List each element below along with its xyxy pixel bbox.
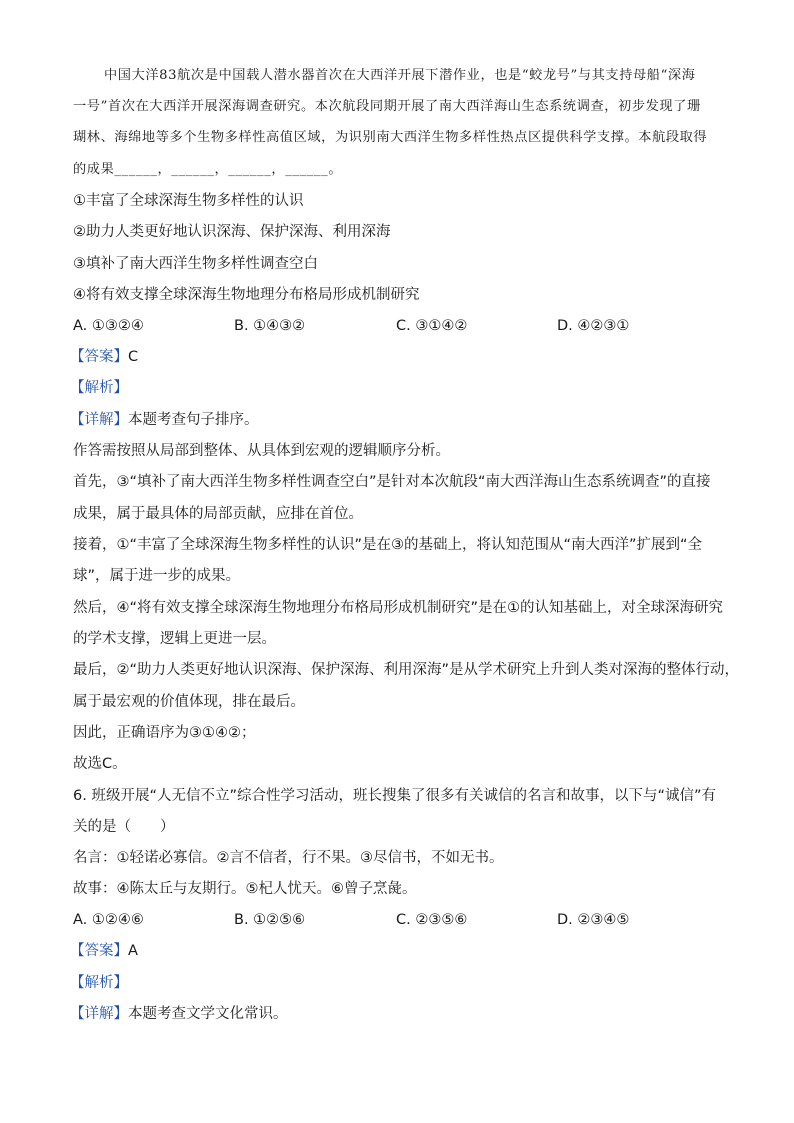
passage-line: 瑚林、海绵地等多个生物多样性高值区域，为识别南大西洋生物多样性热点区提供科学支撑。本航段取得 — [73, 130, 708, 145]
q5-item-3: ③填补了南大西洋生物多样性调查空白 — [73, 256, 318, 272]
q5-explanation-line: 最后，②“助力人类更好地认识深海、保护深海、利用深海”是从学术研究上升到人类对深海的整体行动， — [73, 662, 740, 678]
q5-option-a: A. ①③②④ — [73, 318, 144, 334]
q6-stem-line: 关的是（ ） — [73, 819, 175, 835]
q5-item-4: ④将有效支撑全球深海生物地理分布格局形成机制研究 — [73, 287, 420, 303]
passage-line: 一号”首次在大西洋开展深海调查研究。本次航段同期开展了南大西洋海山生态系统调查，初步发现了珊 — [73, 99, 701, 114]
q6-analysis-tag: 【解析】 — [70, 975, 128, 991]
q5-item-2: ②助力人类更好地认识深海、保护深海、利用深海 — [73, 224, 391, 240]
q5-option-d: D. ④②③① — [557, 318, 630, 334]
detail-text: 本题考查文学文化常识。 — [128, 1006, 288, 1022]
answer-tag: 【答案】 — [70, 349, 128, 365]
q5-explanation-line: 成果，属于最具体的局部贡献，应排在首位。 — [73, 506, 363, 522]
q5-option-c: C. ③①④② — [396, 318, 468, 334]
q5-explanation-line: 的学术支撑，逻辑上更进一层。 — [73, 631, 276, 647]
passage-line: 中国大洋83航次是中国载人潜水器首次在大西洋开展下潜作业，也是“蛟龙号”与其支持母船“深海 — [104, 68, 696, 83]
q5-detail — [70, 410, 259, 430]
answer-value: C — [128, 349, 139, 365]
q5-explanation-line: 属于最宏观的价值体现，排在最后。 — [73, 694, 305, 710]
q6-option-a: A. ①②④⑥ — [73, 912, 144, 928]
q5-explanation-line: 然后，④“将有效支撑全球深海生物地理分布格局形成机制研究”是在①的认知基础上，对全球深海研究 — [73, 600, 724, 616]
q6-detail — [70, 1004, 288, 1024]
q6-option-b: B. ①②⑤⑥ — [234, 912, 306, 928]
q6-stem-line: 6. 班级开展“人无信不立”综合性学习活动，班长搜集了很多有关诚信的名言和故事，以下与“诚信”有 — [73, 788, 716, 804]
q6-option-c: C. ②③⑤⑥ — [396, 912, 468, 928]
q5-explanation-line: 因此，正确语序为③①④②； — [73, 725, 256, 741]
answer-tag: 【答案】 — [70, 943, 128, 959]
q5-option-b: B. ①④③② — [234, 318, 306, 334]
detail-tag: 【详解】 — [70, 412, 128, 428]
q5-answer — [70, 347, 138, 367]
q5-analysis-tag: 【解析】 — [70, 380, 128, 396]
q5-explanation-line: 接着，①“丰富了全球深海生物多样性的认识”是在③的基础上，将认知范围从“南大西洋”扩展到“全 — [73, 537, 703, 553]
q6-quotes: 名言：①轻诺必寡信。②言不信者，行不果。③尽信书，不如无书。 — [73, 850, 504, 866]
detail-tag: 【详解】 — [70, 1006, 128, 1022]
detail-text: 本题考查句子排序。 — [128, 412, 259, 428]
answer-value: A — [128, 943, 138, 959]
q5-explanation-line: 作答需按照从局部到整体、从具体到宏观的逻辑顺序分析。 — [73, 443, 450, 459]
q6-option-d: D. ②③④⑤ — [557, 912, 630, 928]
q5-explanation-line: 球”，属于进一步的成果。 — [73, 568, 241, 584]
q6-answer — [70, 941, 138, 961]
q5-explanation-line: 首先，③“填补了南大西洋生物多样性调查空白”是针对本次航段“南大西洋海山生态系统调查”的直接 — [73, 474, 711, 490]
passage-line: 的成果______，______，______，______。 — [73, 162, 343, 177]
q5-item-1: ①丰富了全球深海生物多样性的认识 — [73, 193, 304, 209]
q5-explanation-line: 故选C。 — [73, 756, 127, 772]
q6-stories: 故事：④陈太丘与友期行。⑤杞人忧天。⑥曾子烹彘。 — [73, 881, 417, 897]
